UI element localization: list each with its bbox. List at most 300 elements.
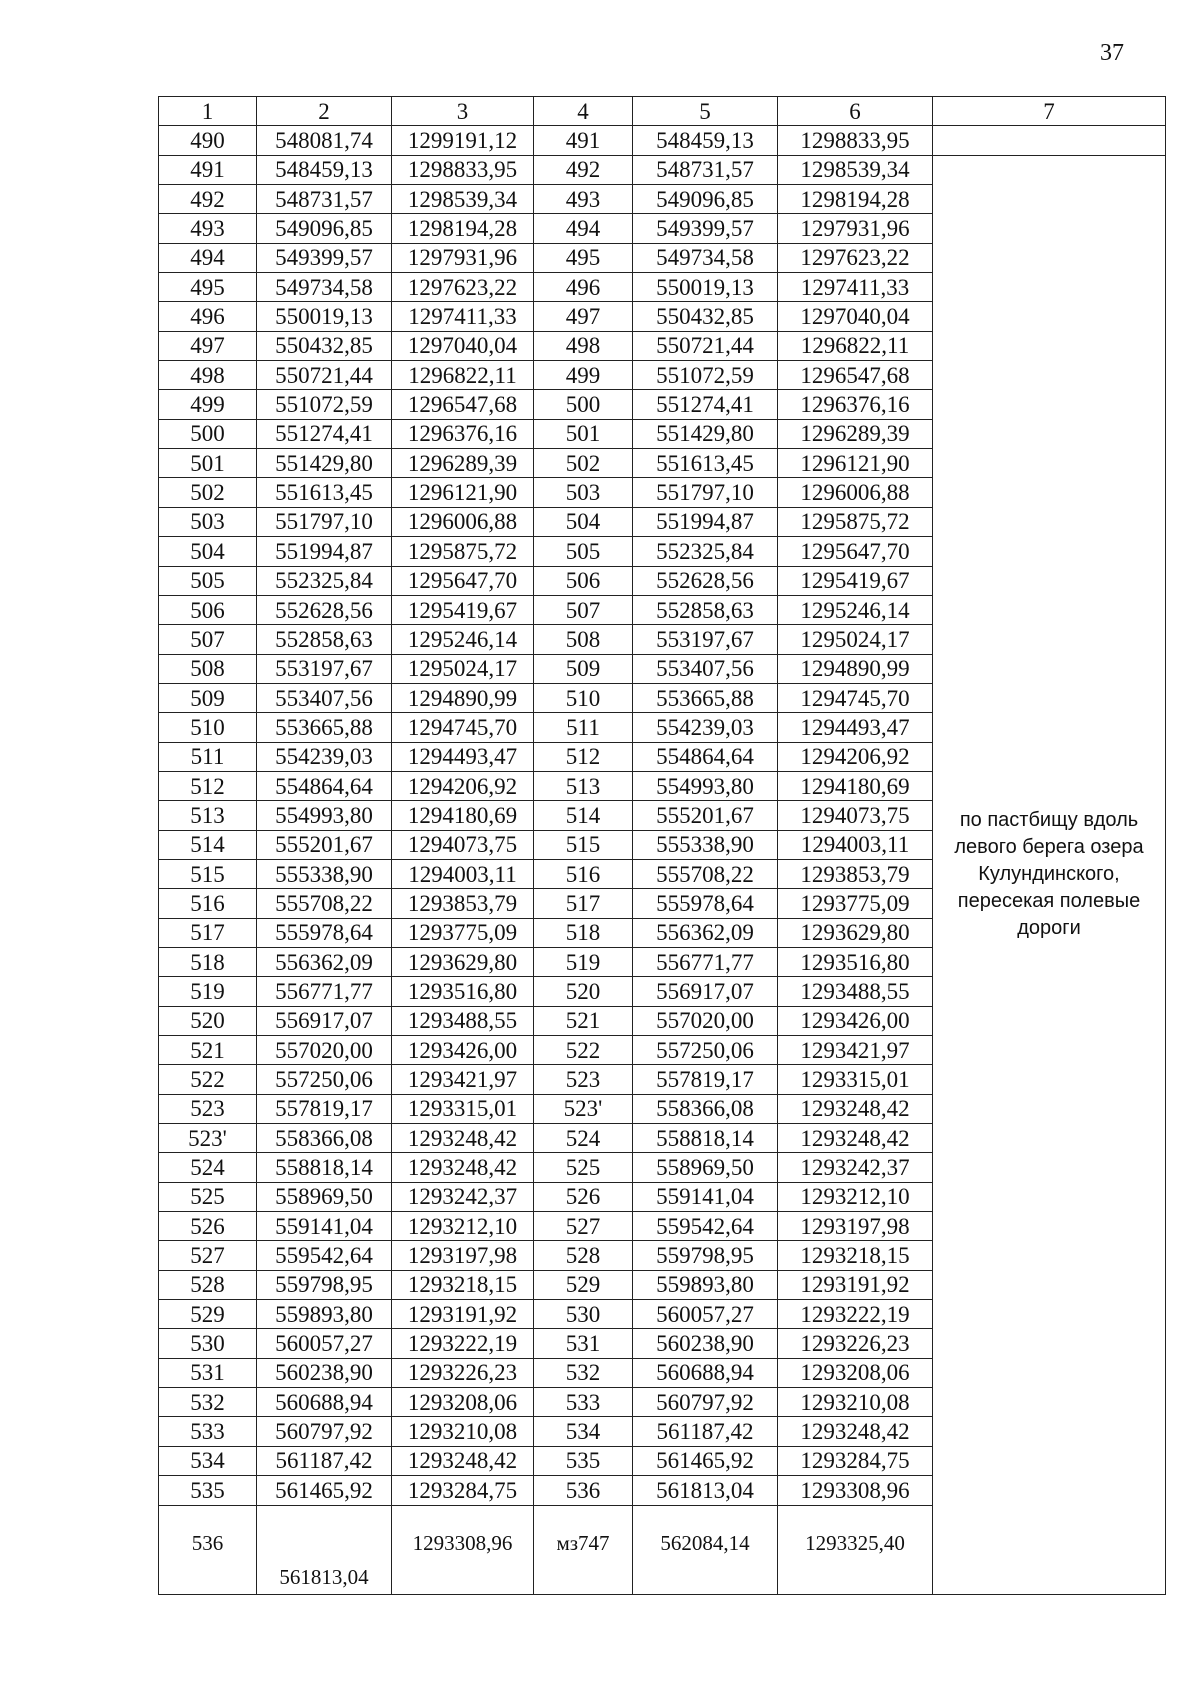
point-to: 525 bbox=[534, 1153, 633, 1182]
point-to: 493 bbox=[534, 185, 633, 214]
x-from: 556771,77 bbox=[257, 977, 392, 1006]
x-from: 557020,00 bbox=[257, 1036, 392, 1065]
y-from: 1294745,70 bbox=[392, 713, 534, 742]
x-from: 558366,08 bbox=[257, 1124, 392, 1153]
x-to: 556771,77 bbox=[633, 947, 778, 976]
y-from: 1293222,19 bbox=[392, 1329, 534, 1358]
x-from: 554239,03 bbox=[257, 742, 392, 771]
x-to: 561187,42 bbox=[633, 1417, 778, 1446]
y-to: 1297623,22 bbox=[778, 243, 933, 272]
point-to: 513 bbox=[534, 771, 633, 800]
x-from: 553197,67 bbox=[257, 654, 392, 683]
header-cell: 7 bbox=[933, 97, 1166, 126]
point-to: 509 bbox=[534, 654, 633, 683]
x-from: 548731,57 bbox=[257, 185, 392, 214]
x-to: 556917,07 bbox=[633, 977, 778, 1006]
x-to: 555978,64 bbox=[633, 889, 778, 918]
x-to: 560688,94 bbox=[633, 1358, 778, 1387]
y-to: 1293308,96 bbox=[778, 1476, 933, 1505]
y-to: 1297040,04 bbox=[778, 302, 933, 331]
point-to: 497 bbox=[534, 302, 633, 331]
x-to: 561813,04 bbox=[633, 1476, 778, 1505]
y-to: 1293218,15 bbox=[778, 1241, 933, 1270]
x-to: 551994,87 bbox=[633, 507, 778, 536]
x-to: 559798,95 bbox=[633, 1241, 778, 1270]
x-from: 555338,90 bbox=[257, 859, 392, 888]
y-from: 1293488,55 bbox=[392, 1006, 534, 1035]
y-from: 1293629,80 bbox=[392, 947, 534, 976]
y-from: 1293226,23 bbox=[392, 1358, 534, 1387]
x-from: 549399,57 bbox=[257, 243, 392, 272]
y-from: 1293775,09 bbox=[392, 918, 534, 947]
x-from: 549096,85 bbox=[257, 214, 392, 243]
x-to: 549399,57 bbox=[633, 214, 778, 243]
y-to: 1298539,34 bbox=[778, 155, 933, 184]
point-from: 505 bbox=[159, 566, 257, 595]
x-from: 553407,56 bbox=[257, 683, 392, 712]
point-to: 498 bbox=[534, 331, 633, 360]
point-to: 501 bbox=[534, 419, 633, 448]
point-from: 514 bbox=[159, 830, 257, 859]
point-from: 503 bbox=[159, 507, 257, 536]
x-from: 555201,67 bbox=[257, 830, 392, 859]
point-from: 496 bbox=[159, 302, 257, 331]
y-from: 1293208,06 bbox=[392, 1388, 534, 1417]
point-from: 531 bbox=[159, 1358, 257, 1387]
x-to: 549096,85 bbox=[633, 185, 778, 214]
header-cell: 3 bbox=[392, 97, 534, 126]
point-from: 527 bbox=[159, 1241, 257, 1270]
y-to: 1295875,72 bbox=[778, 507, 933, 536]
y-to: 1296289,39 bbox=[778, 419, 933, 448]
point-to: 519 bbox=[534, 947, 633, 976]
y-from: 1293308,96 bbox=[392, 1505, 534, 1594]
x-from: 554993,80 bbox=[257, 801, 392, 830]
y-to: 1293853,79 bbox=[778, 859, 933, 888]
y-to: 1293325,40 bbox=[778, 1505, 933, 1594]
table-row bbox=[159, 126, 1166, 155]
y-from: 1293248,42 bbox=[392, 1124, 534, 1153]
x-to: 551613,45 bbox=[633, 449, 778, 478]
y-from: 1293248,42 bbox=[392, 1446, 534, 1475]
y-to: 1296822,11 bbox=[778, 331, 933, 360]
point-to: 494 bbox=[534, 214, 633, 243]
x-to: 549734,58 bbox=[633, 243, 778, 272]
y-from: 1296289,39 bbox=[392, 449, 534, 478]
point-to: 523 bbox=[534, 1065, 633, 1094]
point-from: 534 bbox=[159, 1446, 257, 1475]
point-to: 502 bbox=[534, 449, 633, 478]
y-to: 1293284,75 bbox=[778, 1446, 933, 1475]
header-cell: 5 bbox=[633, 97, 778, 126]
y-from: 1293248,42 bbox=[392, 1153, 534, 1182]
x-from: 556917,07 bbox=[257, 1006, 392, 1035]
x-from: 554864,64 bbox=[257, 771, 392, 800]
point-from: 523' bbox=[159, 1124, 257, 1153]
y-from: 1294206,92 bbox=[392, 771, 534, 800]
y-to: 1293516,80 bbox=[778, 947, 933, 976]
y-to: 1293226,23 bbox=[778, 1329, 933, 1358]
x-to: 559893,80 bbox=[633, 1270, 778, 1299]
y-from: 1296376,16 bbox=[392, 419, 534, 448]
page-number: 37 bbox=[1100, 40, 1124, 66]
y-from: 1297623,22 bbox=[392, 273, 534, 302]
point-to: 522 bbox=[534, 1036, 633, 1065]
point-to: 533 bbox=[534, 1388, 633, 1417]
point-from: 509 bbox=[159, 683, 257, 712]
point-to: 495 bbox=[534, 243, 633, 272]
point-to: 526 bbox=[534, 1182, 633, 1211]
point-from: 492 bbox=[159, 185, 257, 214]
description-empty-cell bbox=[933, 126, 1166, 155]
point-from: 528 bbox=[159, 1270, 257, 1299]
y-to: 1298833,95 bbox=[778, 126, 933, 155]
point-to: 506 bbox=[534, 566, 633, 595]
point-from: 490 bbox=[159, 126, 257, 155]
y-to: 1293248,42 bbox=[778, 1124, 933, 1153]
x-from: 559893,80 bbox=[257, 1300, 392, 1329]
y-to: 1294003,11 bbox=[778, 830, 933, 859]
x-to: 557020,00 bbox=[633, 1006, 778, 1035]
x-from: 559798,95 bbox=[257, 1270, 392, 1299]
x-to: 550432,85 bbox=[633, 302, 778, 331]
point-from: 520 bbox=[159, 1006, 257, 1035]
point-from: 495 bbox=[159, 273, 257, 302]
y-to: 1296006,88 bbox=[778, 478, 933, 507]
point-to: 520 bbox=[534, 977, 633, 1006]
point-from: 535 bbox=[159, 1476, 257, 1505]
y-from: 1293853,79 bbox=[392, 889, 534, 918]
y-to: 1294745,70 bbox=[778, 683, 933, 712]
point-from: 493 bbox=[159, 214, 257, 243]
y-to: 1295647,70 bbox=[778, 537, 933, 566]
point-from: 536 bbox=[159, 1505, 257, 1594]
point-from: 513 bbox=[159, 801, 257, 830]
y-to: 1297411,33 bbox=[778, 273, 933, 302]
y-from: 1299191,12 bbox=[392, 126, 534, 155]
x-from: 551274,41 bbox=[257, 419, 392, 448]
y-to: 1293208,06 bbox=[778, 1358, 933, 1387]
y-to: 1294073,75 bbox=[778, 801, 933, 830]
x-to: 552858,63 bbox=[633, 595, 778, 624]
point-from: 498 bbox=[159, 361, 257, 390]
point-to: 504 bbox=[534, 507, 633, 536]
y-from: 1296006,88 bbox=[392, 507, 534, 536]
header-cell: 1 bbox=[159, 97, 257, 126]
x-from: 552628,56 bbox=[257, 595, 392, 624]
y-from: 1297040,04 bbox=[392, 331, 534, 360]
point-from: 526 bbox=[159, 1212, 257, 1241]
point-to: 511 bbox=[534, 713, 633, 742]
x-from: 559542,64 bbox=[257, 1241, 392, 1270]
x-from: 551994,87 bbox=[257, 537, 392, 566]
x-from: 552325,84 bbox=[257, 566, 392, 595]
y-from: 1293210,08 bbox=[392, 1417, 534, 1446]
x-to: 559141,04 bbox=[633, 1182, 778, 1211]
y-to: 1294180,69 bbox=[778, 771, 933, 800]
point-to: 521 bbox=[534, 1006, 633, 1035]
y-from: 1295419,67 bbox=[392, 595, 534, 624]
point-to: 512 bbox=[534, 742, 633, 771]
point-from: 497 bbox=[159, 331, 257, 360]
x-to: 548459,13 bbox=[633, 126, 778, 155]
y-from: 1295024,17 bbox=[392, 654, 534, 683]
table-row bbox=[159, 155, 1166, 184]
point-from: 521 bbox=[159, 1036, 257, 1065]
x-to: 550019,13 bbox=[633, 273, 778, 302]
point-to: 510 bbox=[534, 683, 633, 712]
point-from: 501 bbox=[159, 449, 257, 478]
y-from: 1293516,80 bbox=[392, 977, 534, 1006]
header-cell: 2 bbox=[257, 97, 392, 126]
x-to: 554864,64 bbox=[633, 742, 778, 771]
point-to: 523' bbox=[534, 1094, 633, 1123]
x-from: 557250,06 bbox=[257, 1065, 392, 1094]
x-to: 558366,08 bbox=[633, 1094, 778, 1123]
x-to: 548731,57 bbox=[633, 155, 778, 184]
y-from: 1293284,75 bbox=[392, 1476, 534, 1505]
y-to: 1294206,92 bbox=[778, 742, 933, 771]
x-to: 552325,84 bbox=[633, 537, 778, 566]
point-to: мз747 bbox=[534, 1505, 633, 1594]
point-to: 535 bbox=[534, 1446, 633, 1475]
x-from: 550721,44 bbox=[257, 361, 392, 390]
x-from: 548081,74 bbox=[257, 126, 392, 155]
point-from: 530 bbox=[159, 1329, 257, 1358]
x-from: 551797,10 bbox=[257, 507, 392, 536]
y-to: 1298194,28 bbox=[778, 185, 933, 214]
point-to: 532 bbox=[534, 1358, 633, 1387]
x-to: 558818,14 bbox=[633, 1124, 778, 1153]
x-to: 561465,92 bbox=[633, 1446, 778, 1475]
x-from: 558818,14 bbox=[257, 1153, 392, 1182]
point-from: 512 bbox=[159, 771, 257, 800]
point-to: 515 bbox=[534, 830, 633, 859]
point-from: 516 bbox=[159, 889, 257, 918]
point-to: 505 bbox=[534, 537, 633, 566]
y-to: 1293426,00 bbox=[778, 1006, 933, 1035]
x-to: 557250,06 bbox=[633, 1036, 778, 1065]
boundary-description: по пастбищу вдоль левого берега озера Кулундинского, пересекая полевые дороги bbox=[933, 155, 1166, 1594]
point-to: 491 bbox=[534, 126, 633, 155]
y-to: 1295419,67 bbox=[778, 566, 933, 595]
x-from: 556362,09 bbox=[257, 947, 392, 976]
y-from: 1298539,34 bbox=[392, 185, 534, 214]
x-to: 559542,64 bbox=[633, 1212, 778, 1241]
x-from: 558969,50 bbox=[257, 1182, 392, 1211]
x-to: 560797,92 bbox=[633, 1388, 778, 1417]
point-from: 507 bbox=[159, 625, 257, 654]
point-to: 524 bbox=[534, 1124, 633, 1153]
x-to: 558969,50 bbox=[633, 1153, 778, 1182]
point-to: 529 bbox=[534, 1270, 633, 1299]
point-from: 491 bbox=[159, 155, 257, 184]
point-from: 510 bbox=[159, 713, 257, 742]
y-from: 1295246,14 bbox=[392, 625, 534, 654]
x-to: 551274,41 bbox=[633, 390, 778, 419]
point-to: 528 bbox=[534, 1241, 633, 1270]
y-to: 1296547,68 bbox=[778, 361, 933, 390]
y-to: 1294493,47 bbox=[778, 713, 933, 742]
point-to: 517 bbox=[534, 889, 633, 918]
x-from: 560238,90 bbox=[257, 1358, 392, 1387]
y-from: 1294890,99 bbox=[392, 683, 534, 712]
x-from: 555708,22 bbox=[257, 889, 392, 918]
point-to: 503 bbox=[534, 478, 633, 507]
x-to: 560238,90 bbox=[633, 1329, 778, 1358]
point-from: 500 bbox=[159, 419, 257, 448]
x-from: 561465,92 bbox=[257, 1476, 392, 1505]
point-to: 518 bbox=[534, 918, 633, 947]
x-from: 553665,88 bbox=[257, 713, 392, 742]
x-to: 560057,27 bbox=[633, 1300, 778, 1329]
point-from: 524 bbox=[159, 1153, 257, 1182]
point-to: 499 bbox=[534, 361, 633, 390]
x-from: 555978,64 bbox=[257, 918, 392, 947]
point-from: 522 bbox=[159, 1065, 257, 1094]
point-to: 507 bbox=[534, 595, 633, 624]
y-to: 1293315,01 bbox=[778, 1065, 933, 1094]
y-to: 1293191,92 bbox=[778, 1270, 933, 1299]
point-from: 511 bbox=[159, 742, 257, 771]
x-from: 549734,58 bbox=[257, 273, 392, 302]
point-to: 492 bbox=[534, 155, 633, 184]
header-row bbox=[159, 97, 1166, 126]
point-from: 525 bbox=[159, 1182, 257, 1211]
y-from: 1293212,10 bbox=[392, 1212, 534, 1241]
y-to: 1293488,55 bbox=[778, 977, 933, 1006]
y-from: 1295647,70 bbox=[392, 566, 534, 595]
x-from: 551072,59 bbox=[257, 390, 392, 419]
y-from: 1293191,92 bbox=[392, 1300, 534, 1329]
y-to: 1297931,96 bbox=[778, 214, 933, 243]
x-from: 550432,85 bbox=[257, 331, 392, 360]
point-to: 527 bbox=[534, 1212, 633, 1241]
x-from: 551429,80 bbox=[257, 449, 392, 478]
y-from: 1293426,00 bbox=[392, 1036, 534, 1065]
y-from: 1296822,11 bbox=[392, 361, 534, 390]
point-from: 518 bbox=[159, 947, 257, 976]
y-from: 1296547,68 bbox=[392, 390, 534, 419]
x-to: 553407,56 bbox=[633, 654, 778, 683]
x-to: 555708,22 bbox=[633, 859, 778, 888]
x-from: 557819,17 bbox=[257, 1094, 392, 1123]
point-to: 500 bbox=[534, 390, 633, 419]
point-to: 534 bbox=[534, 1417, 633, 1446]
y-to: 1293222,19 bbox=[778, 1300, 933, 1329]
y-to: 1295024,17 bbox=[778, 625, 933, 654]
x-from: 560797,92 bbox=[257, 1417, 392, 1446]
point-from: 494 bbox=[159, 243, 257, 272]
y-from: 1294180,69 bbox=[392, 801, 534, 830]
point-from: 523 bbox=[159, 1094, 257, 1123]
y-from: 1297931,96 bbox=[392, 243, 534, 272]
point-from: 504 bbox=[159, 537, 257, 566]
x-from: 560057,27 bbox=[257, 1329, 392, 1358]
y-to: 1293421,97 bbox=[778, 1036, 933, 1065]
x-to: 550721,44 bbox=[633, 331, 778, 360]
x-from: 552858,63 bbox=[257, 625, 392, 654]
y-from: 1294493,47 bbox=[392, 742, 534, 771]
y-to: 1294890,99 bbox=[778, 654, 933, 683]
point-to: 530 bbox=[534, 1300, 633, 1329]
x-to: 556362,09 bbox=[633, 918, 778, 947]
point-to: 536 bbox=[534, 1476, 633, 1505]
x-to: 562084,14 bbox=[633, 1505, 778, 1594]
y-from: 1293421,97 bbox=[392, 1065, 534, 1094]
y-from: 1297411,33 bbox=[392, 302, 534, 331]
x-to: 554239,03 bbox=[633, 713, 778, 742]
point-from: 499 bbox=[159, 390, 257, 419]
x-to: 551429,80 bbox=[633, 419, 778, 448]
y-to: 1293242,37 bbox=[778, 1153, 933, 1182]
y-to: 1296376,16 bbox=[778, 390, 933, 419]
x-from: 561187,42 bbox=[257, 1446, 392, 1475]
x-from: 548459,13 bbox=[257, 155, 392, 184]
y-to: 1293629,80 bbox=[778, 918, 933, 947]
x-from: 561813,04 bbox=[257, 1505, 392, 1594]
header-cell: 4 bbox=[534, 97, 633, 126]
point-from: 517 bbox=[159, 918, 257, 947]
point-to: 496 bbox=[534, 273, 633, 302]
y-from: 1293197,98 bbox=[392, 1241, 534, 1270]
y-to: 1296121,90 bbox=[778, 449, 933, 478]
x-to: 555201,67 bbox=[633, 801, 778, 830]
point-from: 519 bbox=[159, 977, 257, 1006]
point-from: 532 bbox=[159, 1388, 257, 1417]
x-to: 555338,90 bbox=[633, 830, 778, 859]
point-to: 531 bbox=[534, 1329, 633, 1358]
x-to: 557819,17 bbox=[633, 1065, 778, 1094]
point-to: 516 bbox=[534, 859, 633, 888]
y-to: 1293775,09 bbox=[778, 889, 933, 918]
coordinates-table bbox=[158, 96, 1166, 1595]
point-to: 514 bbox=[534, 801, 633, 830]
y-to: 1295246,14 bbox=[778, 595, 933, 624]
y-to: 1293248,42 bbox=[778, 1094, 933, 1123]
point-from: 533 bbox=[159, 1417, 257, 1446]
y-from: 1295875,72 bbox=[392, 537, 534, 566]
y-to: 1293210,08 bbox=[778, 1388, 933, 1417]
y-from: 1298194,28 bbox=[392, 214, 534, 243]
point-from: 502 bbox=[159, 478, 257, 507]
y-from: 1296121,90 bbox=[392, 478, 534, 507]
y-from: 1298833,95 bbox=[392, 155, 534, 184]
y-from: 1293218,15 bbox=[392, 1270, 534, 1299]
x-from: 551613,45 bbox=[257, 478, 392, 507]
x-to: 551797,10 bbox=[633, 478, 778, 507]
x-from: 559141,04 bbox=[257, 1212, 392, 1241]
point-to: 508 bbox=[534, 625, 633, 654]
y-from: 1294073,75 bbox=[392, 830, 534, 859]
x-to: 553665,88 bbox=[633, 683, 778, 712]
y-to: 1293212,10 bbox=[778, 1182, 933, 1211]
x-from: 550019,13 bbox=[257, 302, 392, 331]
point-from: 515 bbox=[159, 859, 257, 888]
x-from: 560688,94 bbox=[257, 1388, 392, 1417]
x-to: 552628,56 bbox=[633, 566, 778, 595]
y-to: 1293248,42 bbox=[778, 1417, 933, 1446]
x-to: 553197,67 bbox=[633, 625, 778, 654]
x-to: 551072,59 bbox=[633, 361, 778, 390]
x-to: 554993,80 bbox=[633, 771, 778, 800]
header-cell: 6 bbox=[778, 97, 933, 126]
y-from: 1293315,01 bbox=[392, 1094, 534, 1123]
y-from: 1293242,37 bbox=[392, 1182, 534, 1211]
y-to: 1293197,98 bbox=[778, 1212, 933, 1241]
point-from: 508 bbox=[159, 654, 257, 683]
point-from: 506 bbox=[159, 595, 257, 624]
